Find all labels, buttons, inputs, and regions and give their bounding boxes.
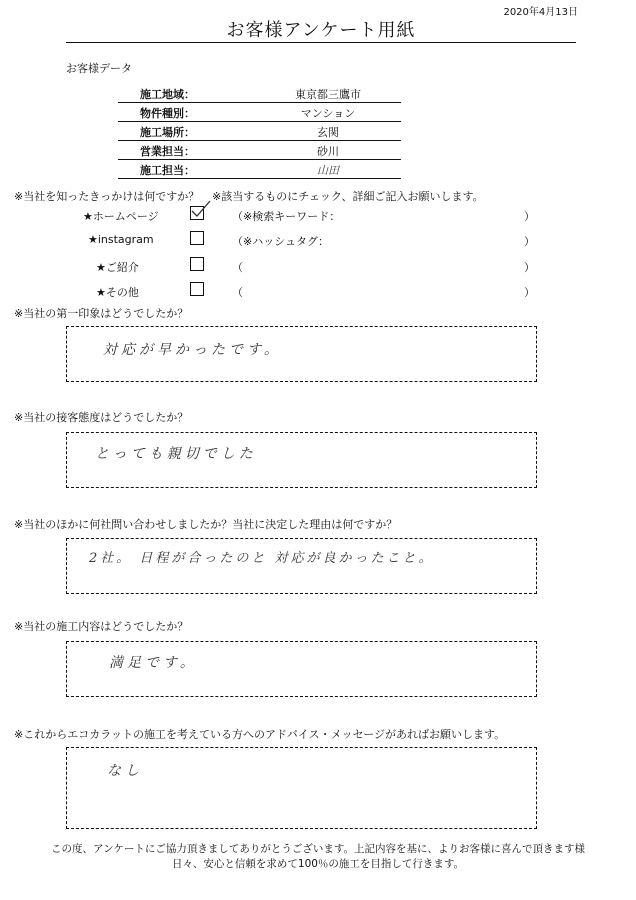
info-row-sales: [118, 140, 401, 160]
page-title: お客様アンケート用紙: [226, 20, 416, 41]
q5-question: ※当社の施工内容はどうでしたか？: [14, 620, 189, 633]
option-homepage-label: ★ホームページ: [83, 210, 159, 223]
checkbox-homepage[interactable]: [190, 206, 204, 220]
footer-line-2: 日々、安心と信頼を求めて100％の施工を目指して行きます。: [171, 858, 465, 870]
info-label: 物件種別：: [140, 107, 195, 120]
q2-answer-box[interactable]: [66, 326, 537, 382]
q5-answer-text: 満足です。: [109, 655, 198, 671]
checkbox-other[interactable]: [190, 282, 204, 296]
option-referral-label: ★ご紹介: [96, 261, 139, 274]
q3-answer-box[interactable]: [66, 432, 537, 488]
info-value: 東京都三鷹市: [295, 88, 361, 101]
q3-question: ※当社の接客態度はどうでしたか？: [14, 411, 189, 424]
info-row-installer: [118, 159, 401, 179]
info-label: 施工場所：: [140, 126, 195, 139]
info-value: 玄関: [317, 126, 339, 139]
info-value: マンション: [300, 107, 356, 120]
footer-line-1: この度、アンケートにご協力頂きましてありがとうございます。上記内容を基に、よりお客様に喜んで頂きます様: [50, 843, 586, 855]
option-instagram-label: ★instagram: [88, 233, 154, 246]
q6-answer-box[interactable]: [66, 747, 537, 829]
option-close-paren: ）: [524, 235, 535, 248]
q3-answer-text: とっても親切でした: [95, 446, 257, 462]
q5-answer-box[interactable]: [66, 641, 537, 697]
q2-answer-text: 対応が早かったです。: [103, 342, 282, 358]
option-instagram-detail: （※ハッシュタグ：: [232, 235, 329, 248]
option-close-paren: ）: [524, 210, 535, 223]
option-referral-detail: （: [232, 261, 243, 274]
q6-answer-text: なし: [107, 763, 143, 779]
customer-section-label: お客様データ: [66, 62, 132, 75]
title-bar: [66, 14, 576, 43]
option-close-paren: ）: [524, 261, 535, 274]
q6-question: ※これからエコカラットの施工を考えている方へのアドバイス・メッセージがあればお願いします。: [14, 728, 506, 741]
q2-question: ※当社の第一印象はどうでしたか？: [14, 307, 189, 320]
info-value-handwritten: 山田: [317, 164, 339, 177]
info-row-property-type: [118, 102, 401, 122]
option-other-label: ★その他: [96, 286, 139, 299]
q4-answer-text: 2社。 日程が合ったのと 対応が良かったこと。: [89, 551, 435, 566]
info-row-area: [118, 83, 401, 103]
option-homepage-detail: （※検索キーワード：: [232, 210, 341, 223]
checkmark-icon: [189, 197, 211, 219]
q1-question: ※当社を知ったきっかけは何ですか？: [14, 190, 200, 203]
option-other-detail: （: [232, 286, 243, 299]
checkbox-instagram[interactable]: [190, 231, 204, 245]
q4-question: ※当社のほかに何社問い合わせしましたか？当社に決定した理由は何ですか？: [14, 518, 398, 531]
checkbox-referral[interactable]: [190, 257, 204, 271]
q4-answer-box[interactable]: [66, 538, 537, 594]
info-value: 砂川: [317, 145, 339, 158]
option-close-paren: ）: [524, 286, 535, 299]
info-label: 営業担当：: [140, 145, 195, 158]
info-label: 施工地域：: [140, 88, 195, 101]
q1-note: ※該当するものにチェック、詳細ご記入お願いします。: [212, 190, 484, 203]
info-label: 施工担当：: [140, 164, 195, 177]
info-row-location: [118, 121, 401, 141]
survey-date: 2020年4月13日: [503, 7, 578, 18]
